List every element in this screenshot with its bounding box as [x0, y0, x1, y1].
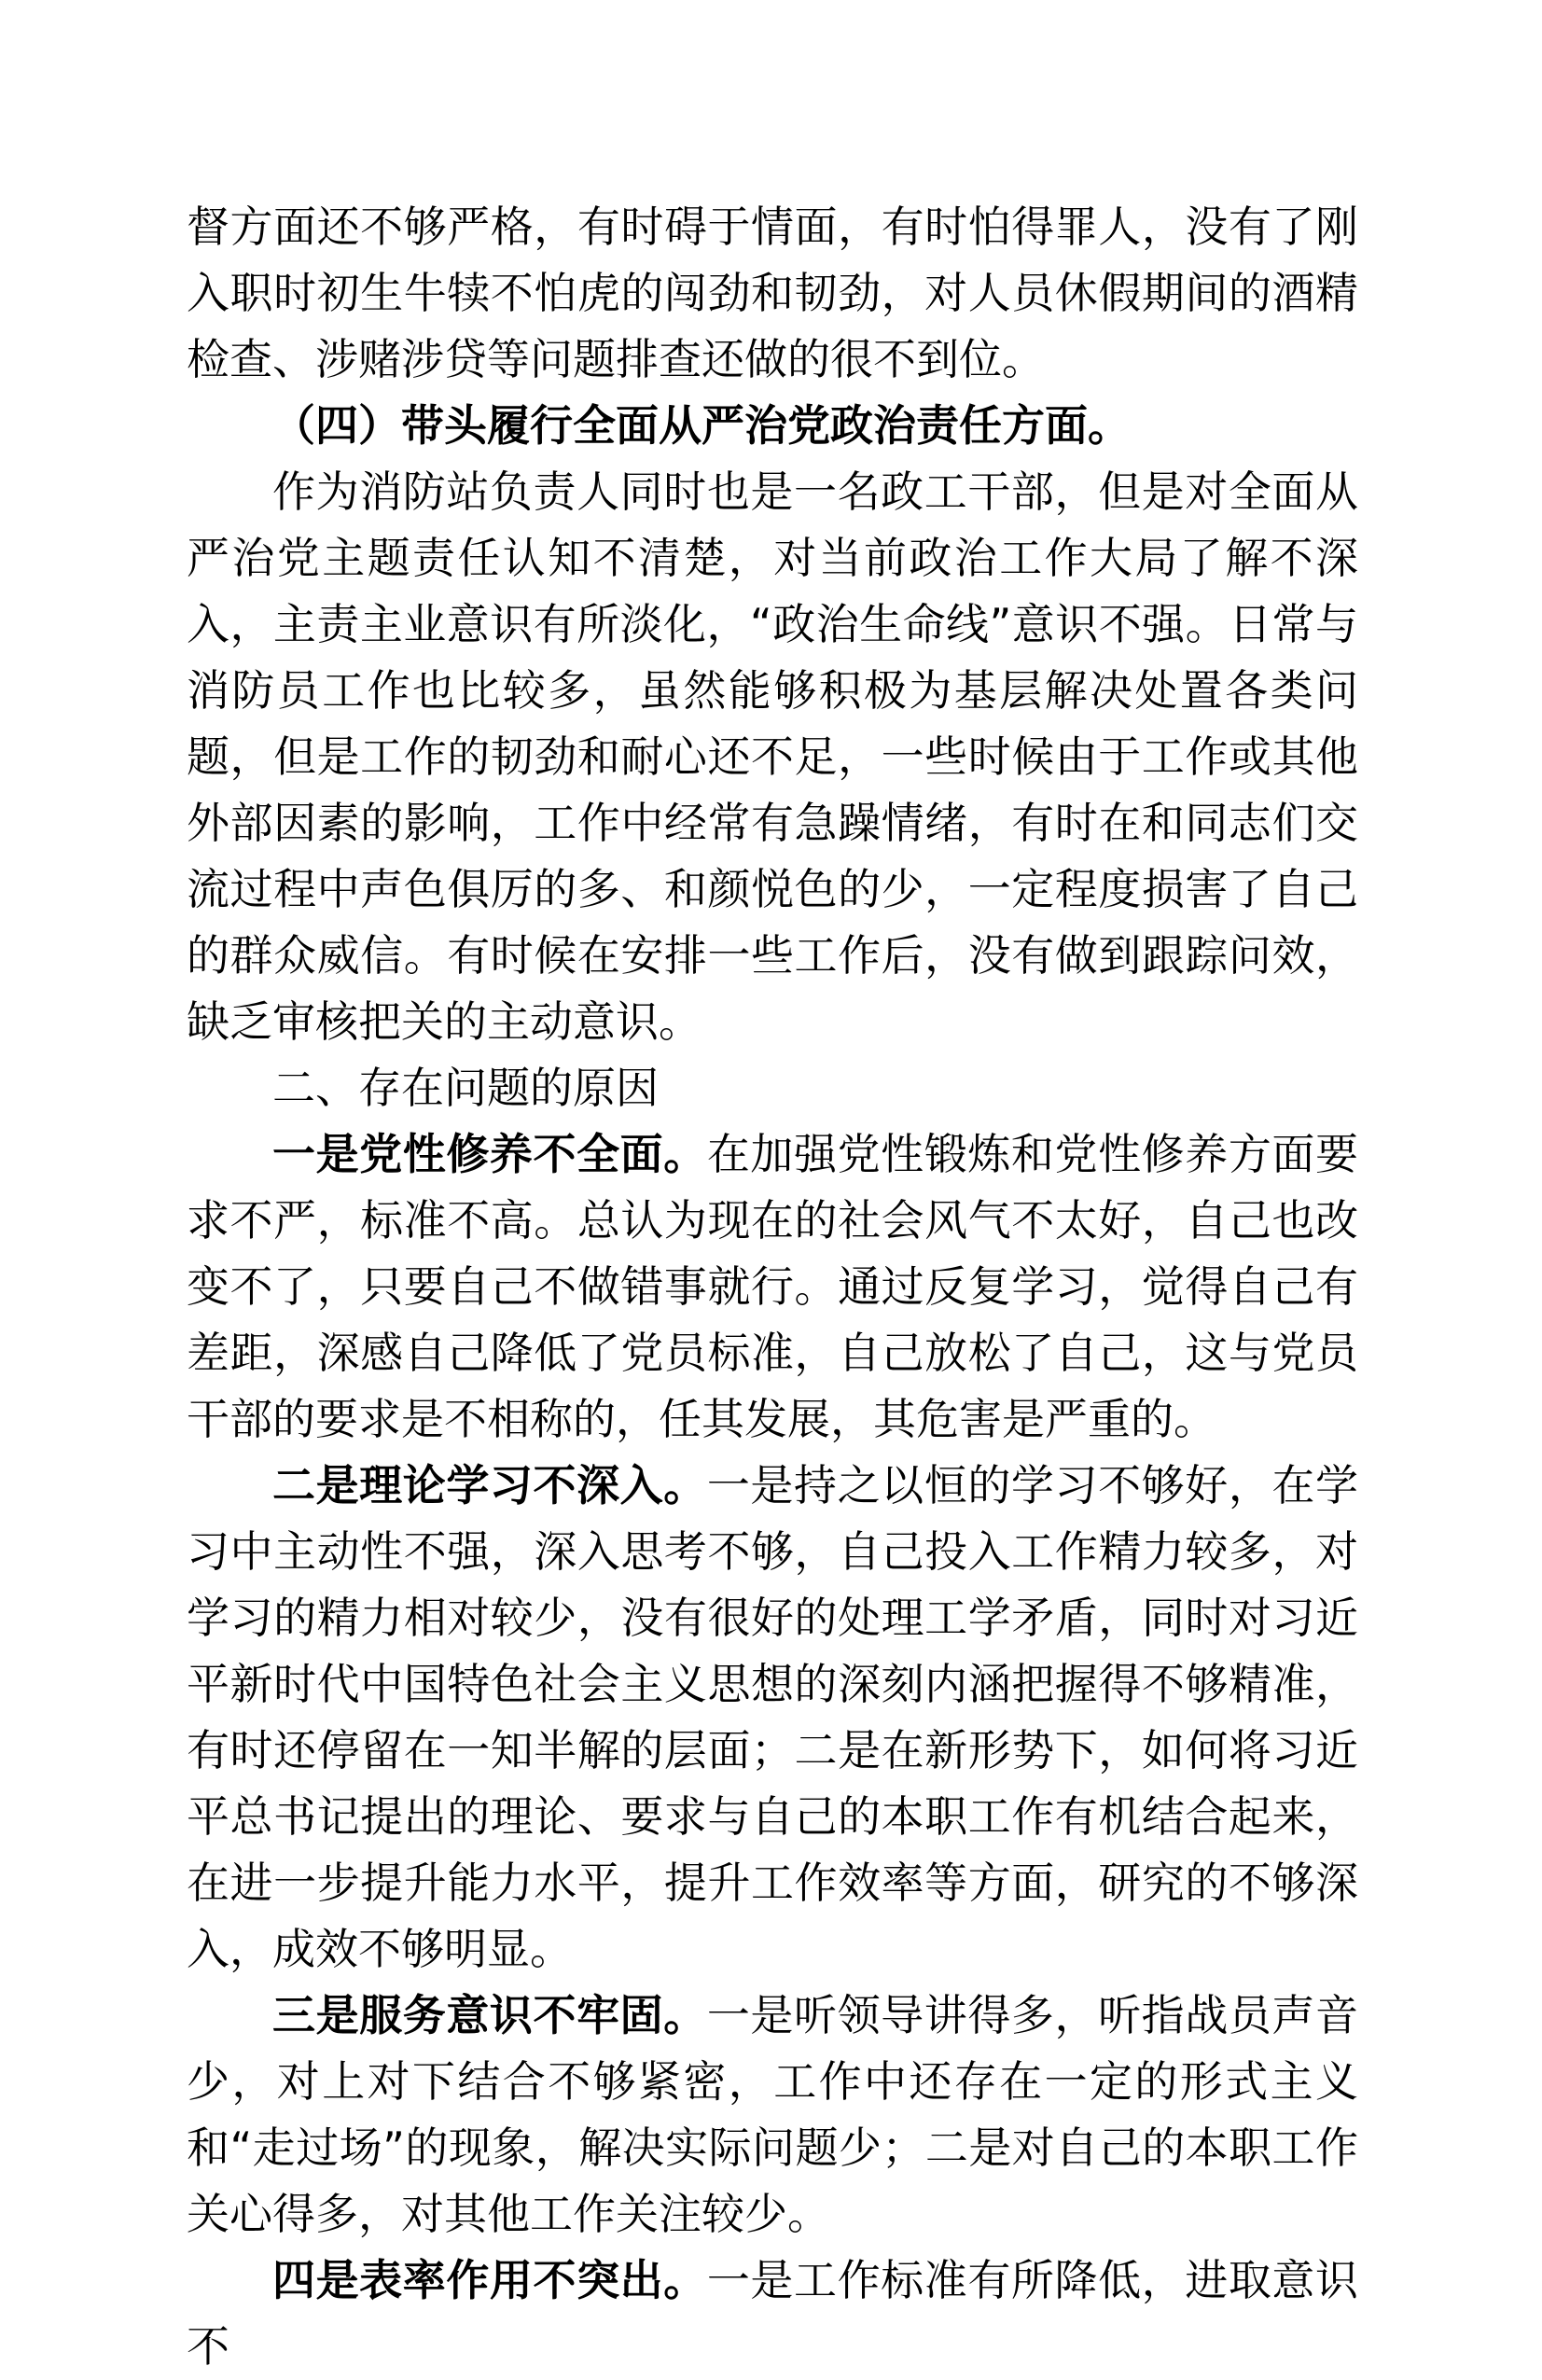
section-heading-text: （四）带头履行全面从严治党政治责任方面。 [272, 400, 1131, 451]
paragraph-text: 督方面还不够严格，有时碍于情面，有时怕得罪人，没有了刚入职时初生牛犊不怕虎的闯劲和韧劲，对人员休假期间的酒精检查、涉赌涉贷等问题排查还做的很不到位。 [187, 202, 1358, 384]
document-body [187, 194, 1358, 2380]
section-heading-four [187, 393, 1358, 459]
paragraph-bold-lead: 二是理论学习不深入。 [272, 1460, 707, 1510]
paragraph-text: 一是持之以恒的学习不够好，在学习中主动性不强，深入思考不够，自己投入工作精力较多，对学习的精力相对较少，没有很好的处理工学矛盾，同时对习近平新时代中国特色社会主义思想的深刻内涵把握得不够精准，有时还停留在一知半解的层面；二是在新形势下，如何将习近平总书记提出的理论、要求与自己的本职工作有机结合起来，在进一步提升能力水平，提升工作效率等方面，研究的不够深入，成效不够明显。 [187, 1460, 1359, 1974]
paragraph-political-responsibility [187, 459, 1358, 1055]
paragraph-text: 在加强党性锻炼和党性修养方面要求不严，标准不高。总认为现在的社会风气不太好，自己也改变不了，只要自己不做错事就行。通过反复学习，觉得自己有差距，深感自己降低了党员标准，自己放松了自己，这与党员干部的要求是不相称的，任其发展，其危害是严重的。 [187, 1129, 1359, 1444]
paragraph-supervision-continued [187, 194, 1358, 393]
section-heading-text: 二、存在问题的原因 [272, 1063, 659, 1113]
paragraph-cause-two [187, 1453, 1358, 1983]
paragraph-bold-lead: 四是表率作用不突出。 [272, 2255, 707, 2305]
paragraph-cause-four [187, 2248, 1358, 2380]
paragraph-cause-three [187, 1983, 1358, 2248]
paragraph-bold-lead: 三是服务意识不牢固。 [272, 1990, 707, 2040]
paragraph-text: 作为消防站负责人同时也是一名政工干部，但是对全面从严治党主题责任认知不清楚，对当前政治工作大局了解不深入，主责主业意识有所淡化，“政治生命线”意识不强。日常与消防员工作也比较多，虽然能够积极为基层解决处置各类问题，但是工作的韧劲和耐心还不足，一些时候由于工作或其他外部因素的影响，工作中经常有急躁情绪，有时在和同志们交流过程中声色俱厉的多、和颜悦色的少，一定程度损害了自己的群众威信。有时候在安排一些工作后，没有做到跟踪问效，缺乏审核把关的主动意识。 [187, 466, 1358, 1047]
paragraph-text: 一是工作标准有所降低，进取意识不 [187, 2255, 1359, 2372]
section-heading-causes [187, 1055, 1358, 1121]
paragraph-text: 一是听领导讲得多，听指战员声音少，对上对下结合不够紧密，工作中还存在一定的形式主义和“走过场”的现象，解决实际问题少；二是对自己的本职工作关心得多，对其他工作关注较少。 [187, 1990, 1359, 2239]
paragraph-cause-one [187, 1121, 1358, 1453]
paragraph-bold-lead: 一是党性修养不全面。 [272, 1129, 707, 1179]
